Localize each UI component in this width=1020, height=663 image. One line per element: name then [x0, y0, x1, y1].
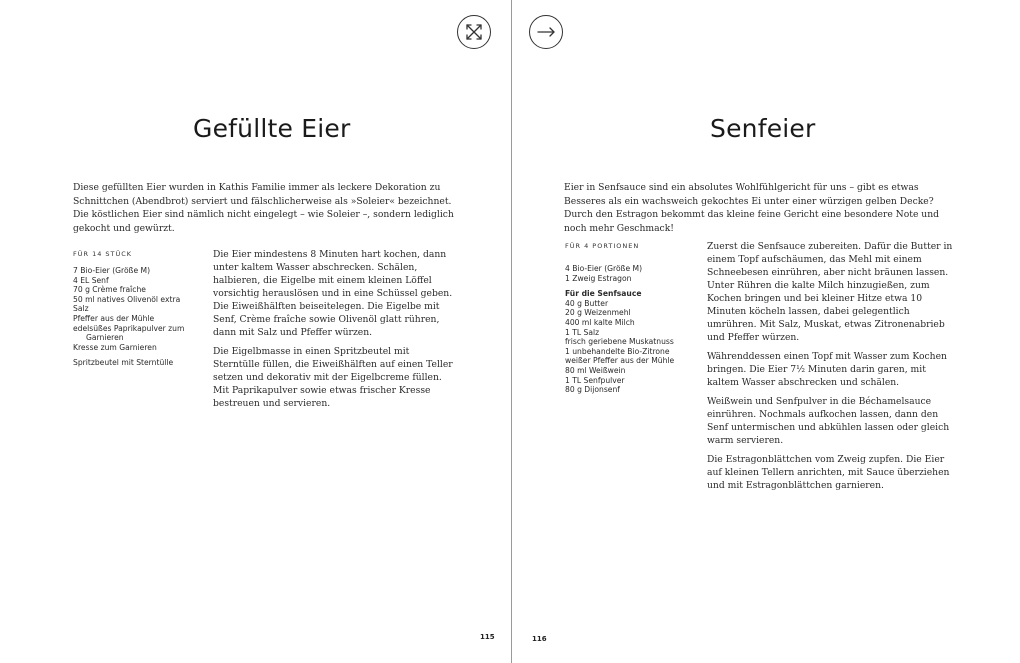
ingredient: 40 g Butter	[565, 298, 609, 308]
ingredient: 70 g Crème fraîche	[73, 285, 146, 295]
ingredient: 1 unbehandelte Bio-Zitrone	[565, 346, 670, 356]
ingredient: 1 TL Salz	[565, 327, 600, 337]
recipe-step: Die Estragonblättchen vom Zweig zupfen. Die Eier auf kleinen Tellern anrichten, mit Sauce überziehen und mit Estragonblättchen garnieren.	[707, 454, 950, 491]
ingredient: 80 g Dijonsenf	[565, 385, 620, 395]
ingredient-list	[565, 264, 674, 395]
ingredient: Kresse zum Garnieren	[73, 342, 157, 352]
ingredient: Spritzbeutel mit Sterntülle	[73, 358, 174, 368]
ingredient: edelsüßes Paprikapulver zum	[73, 323, 185, 333]
expand-arrows-icon[interactable]	[457, 15, 491, 49]
ingredient: Salz	[73, 304, 89, 314]
ingredient: 4 Bio-Eier (Größe M)	[565, 264, 643, 273]
recipe-step: Währenddessen einen Topf mit Wasser zum Kochen bringen. Die Eier 7½ Minuten darin garen, mit kaltem Wasser abschrecken und schälen.	[707, 351, 947, 388]
ingredient: 80 ml Weißwein	[565, 365, 626, 375]
portions-label: FÜR 14 STÜCK	[73, 250, 133, 258]
ingredient: 1 TL Senfpulver	[565, 375, 625, 385]
recipe-steps	[707, 240, 955, 498]
ingredient: 7 Bio-Eier (Größe M)	[73, 266, 151, 275]
recipe-step: Weißwein und Senfpulver in die Béchamelsauce einrühren. Nochmals aufkochen lassen, dann den Senf untermischen und abkühlen lassen oder gleich warm servieren.	[707, 396, 950, 446]
recipe-intro: Diese gefüllten Eier wurden in Kathis Familie immer als leckere Dekoration zu Schnittchen (Abendbrot) serviert und fälschlicherweise als »Soleier« bezeichnet. Die köstlichen Eier sind nämlich nicht eingelegt – wie Soleier –, sondern lediglich gekocht und gewürzt.	[73, 182, 454, 234]
recipe-title: Gefüllte Eier	[193, 114, 351, 143]
ingredient: weißer Pfeffer aus der Mühle	[565, 356, 675, 366]
portions-label: FÜR 4 PORTIONEN	[565, 242, 640, 250]
ingredient: 4 EL Senf	[73, 275, 109, 285]
recipe-step: Zuerst die Senfsauce zubereiten. Dafür die Butter in einem Topf aufschäumen, das Mehl mit einem Schneebesen einrühren, aber nicht bräunen lassen. Unter Rühren die kalte Milch hinzugießen, zum Kochen bringen und bei kleiner Hitze etwa 10 Minuten köcheln lassen, dabei gelegentlich umrühren. Mit Salz, Muskat, etwas Zitronenabrieb und Pfeffer würzen.	[707, 241, 953, 343]
ingredient: Garnieren	[86, 333, 124, 343]
ingredient: 50 ml natives Olivenöl extra	[73, 294, 181, 304]
ingredient: 20 g Weizenmehl	[565, 308, 631, 318]
recipe-title: Senfeier	[710, 114, 816, 143]
recipe-intro: Eier in Senfsauce sind ein absolutes Wohlfühlgericht für uns – gibt es etwas Besseres als ein wachsweich gekochtes Ei unter einer würzigen gelben Decke? Durch den Estragon bekommt das kleine feine Gericht eine besondere Note und noch mehr Geschmack!	[564, 182, 940, 234]
page-gutter	[511, 0, 512, 663]
page-number: 116	[532, 635, 547, 643]
arrow-right-icon[interactable]	[529, 15, 563, 49]
ingredient: frisch geriebene Muskatnuss	[565, 337, 674, 347]
recipe-step: Die Eier mindestens 8 Minuten hart kochen, dann unter kaltem Wasser abschrecken. Schälen, halbieren, die Eigelbe mit einem kleinen Löffel vorsichtig herauslösen und in eine Schüssel geben. Die Eiweißhälften beiseitelegen. Die Eigelbe mit Senf, Crème fraîche sowie Olivenöl glatt rühren, dann mit Salz und Pfeffer würzen.	[213, 249, 453, 338]
ingredient-section-heading: Für die Senfsauce	[565, 289, 642, 299]
ingredient: Pfeffer aus der Mühle	[73, 313, 155, 323]
recipe-steps	[213, 248, 457, 416]
recipe-step: Die Eigelbmasse in einen Spritzbeutel mit Sterntülle füllen, die Eiweißhälften auf einen Teller setzen und dekorativ mit der Eigelbcreme füllen. Mit Paprikapulver sowie etwas frischer Kresse bestreuen und servieren.	[213, 346, 453, 409]
ingredient: 400 ml kalte Milch	[565, 317, 635, 327]
page-number: 115	[480, 633, 495, 641]
ingredient-list	[73, 266, 184, 368]
ingredient: 1 Zweig Estragon	[565, 273, 632, 283]
